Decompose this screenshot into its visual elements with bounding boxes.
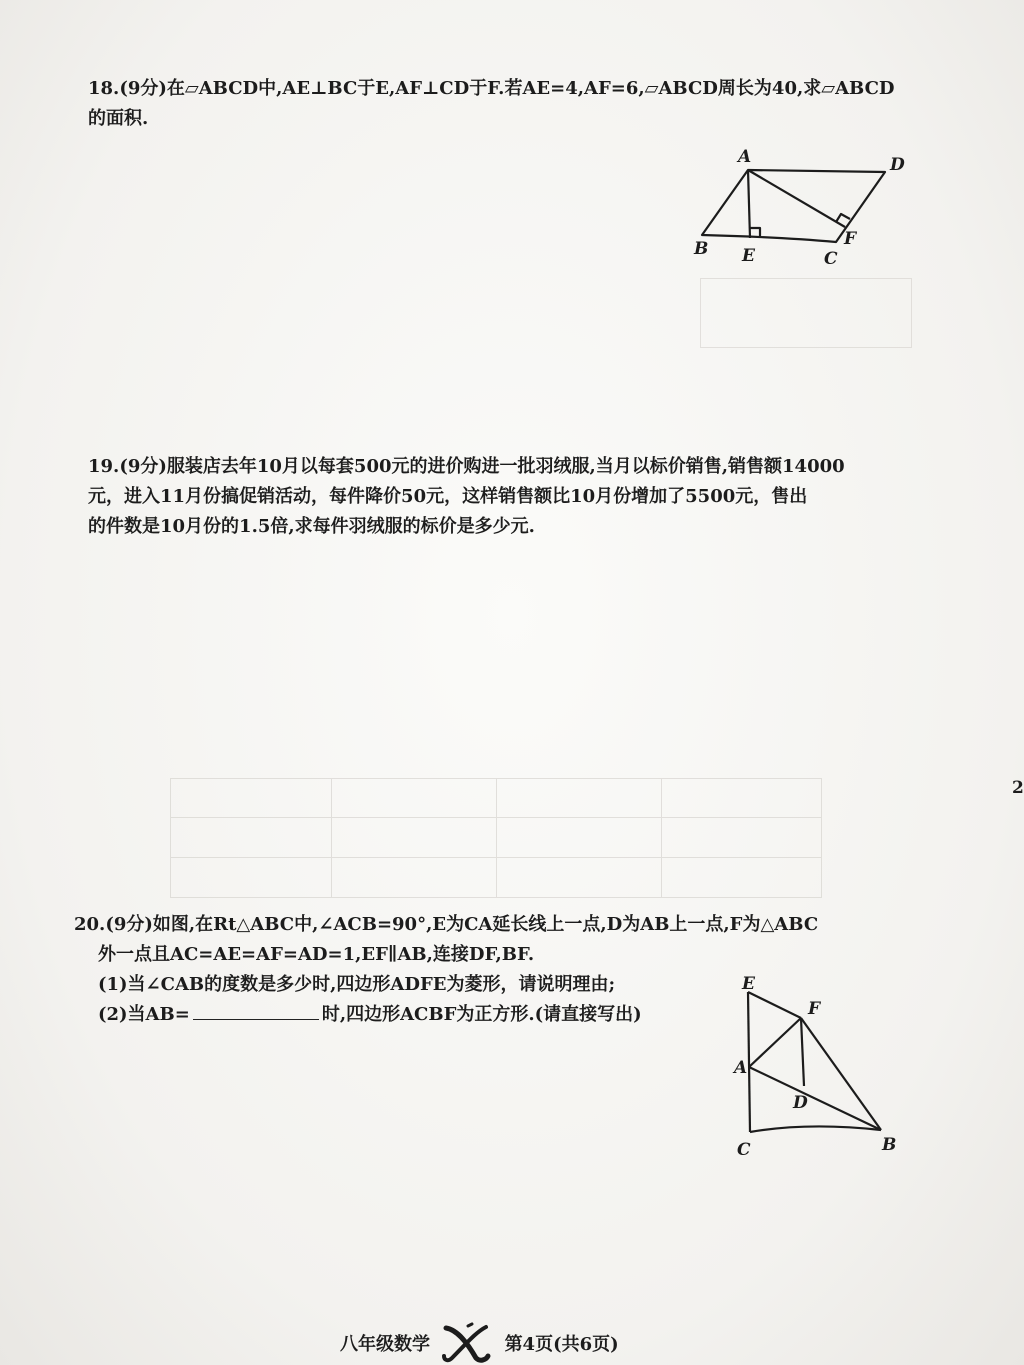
question-18 xyxy=(88,74,928,134)
parallelogram-figure xyxy=(680,140,920,270)
figure-18-label-c: C xyxy=(824,249,838,269)
figure-18-label-f: F xyxy=(844,229,857,249)
triangle-figure xyxy=(728,972,908,1162)
figure-18-label-e: E xyxy=(742,246,755,266)
question-19-line-3: 的件数是10月份的1.5倍,求每件羽绒服的标价是多少元. xyxy=(88,516,535,537)
page-footer xyxy=(340,1322,619,1364)
question-20-part-2-before: (2)当AB= xyxy=(98,1004,190,1025)
figure-20-label-f: F xyxy=(808,999,821,1019)
x-logo-icon xyxy=(438,1322,496,1364)
figure-18-label-d: D xyxy=(890,155,905,175)
question-19-line-2: 元，进入11月份搞促销活动，每件降价50元，这样销售额比10月份增加了5500元，售出 xyxy=(88,486,808,507)
question-20-line-2: 外一点且AC=AE=AF=AD=1,EF∥AB,连接DF,BF. xyxy=(98,944,535,965)
question-18-line-1: 18.(9分)在▱ABCD中,AE⊥BC于E,AF⊥CD于F.若AE=4,AF=6,▱ABCD周长为40,求▱ABCD xyxy=(88,78,895,99)
question-19-line-1: 19.(9分)服装店去年10月以每套500元的进价购进一批羽绒服,当月以标价销售,销售额14000 xyxy=(88,456,845,477)
figure-18-label-a: A xyxy=(738,147,752,167)
question-18-line-2: 的面积. xyxy=(88,108,149,129)
footer-subject: 八年级数学 xyxy=(340,1334,430,1355)
figure-20-label-b: B xyxy=(882,1135,897,1155)
figure-20-label-a: A xyxy=(734,1058,748,1078)
figure-20-label-c: C xyxy=(737,1140,751,1160)
question-20-part-2-after: 时,四边形ACBF为正方形.(请直接写出) xyxy=(321,1004,642,1025)
footer-page-info: 第4页(共6页) xyxy=(504,1334,619,1355)
bleed-through-box xyxy=(700,278,912,348)
answer-blank[interactable] xyxy=(193,1001,319,1020)
figure-20-label-e: E xyxy=(742,974,755,994)
margin-page-number: 2 xyxy=(1012,778,1024,798)
question-19 xyxy=(88,452,918,542)
figure-18-label-b: B xyxy=(694,239,709,259)
figure-20-label-d: D xyxy=(793,1093,808,1113)
bleed-through-table xyxy=(170,778,822,898)
question-20-part-1: (1)当∠CAB的度数是多少时,四边形ADFE为菱形，请说明理由; xyxy=(98,974,616,995)
question-20-line-1: 20.(9分)如图,在Rt△ABC中,∠ACB=90°,E为CA延长线上一点,D为AB上一点,F为△ABC xyxy=(74,914,819,935)
